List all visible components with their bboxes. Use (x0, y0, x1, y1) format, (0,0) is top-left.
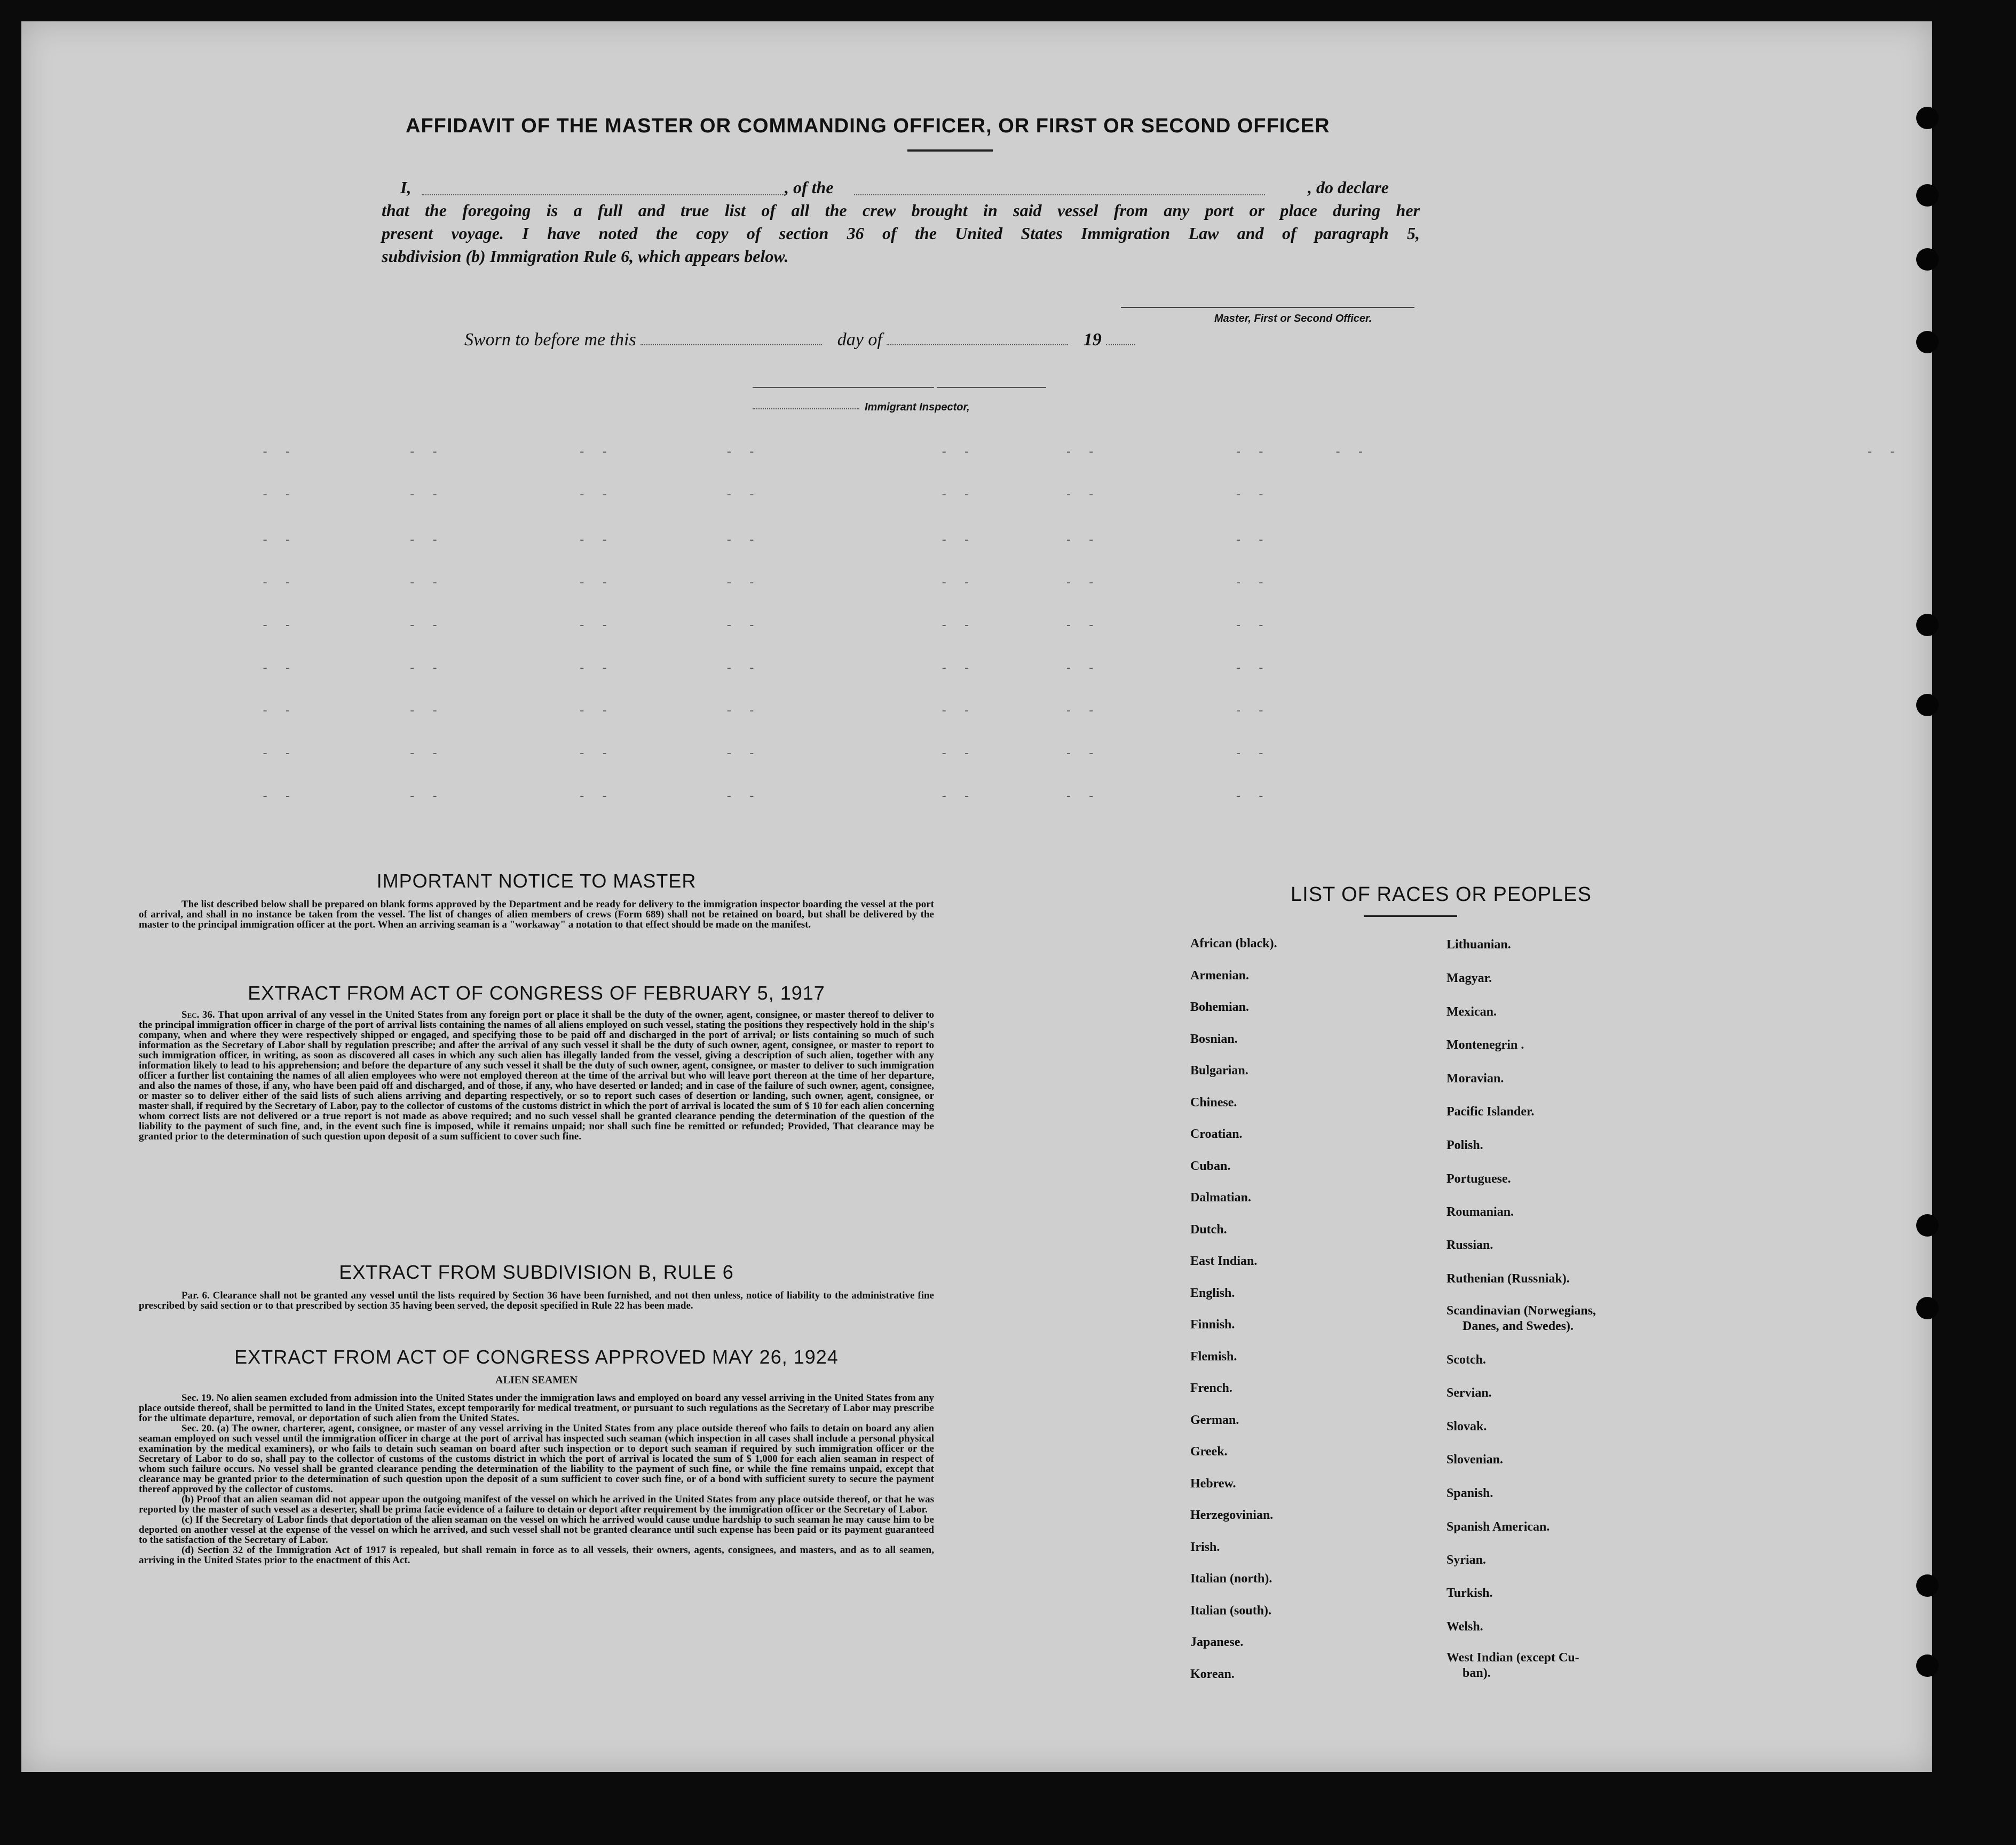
race-item: African (black). (1190, 937, 1277, 951)
declaration-line: present voyage. I have noted the copy of section 36 of the United States Immigration Law and of paragraph 5, (382, 224, 1420, 243)
binder-hole (1916, 1654, 1939, 1677)
i-label: I, (400, 178, 412, 197)
faded-ruling: - - - - - - - - - - - - - - (262, 619, 1269, 632)
race-item: Servian. (1446, 1386, 1492, 1400)
faded-ruling: - - - - - - - - - - - - - - (262, 576, 1269, 590)
race-item: West Indian (except Cu- (1446, 1651, 1579, 1665)
declaration-line: that the foregoing is a full and true list of all the crew brought in said vessel from any port or place during her (382, 201, 1420, 220)
sec20d-paragraph: (d) Section 32 of the Immigration Act of 1917 is repealed, but shall remain in force as to all vessels, their owners, agents, consignees, and masters, and as to all seamen, arriving in the United States prior to the enactment of this Act. (139, 1545, 934, 1566)
faded-ruling: - - - - - - - - - - - - - - (262, 747, 1269, 761)
sworn-label: Sworn to before me this (464, 330, 636, 350)
extract-rule6-title: EXTRACT FROM SUBDIVISION B, RULE 6 (339, 1261, 734, 1283)
inspector-dotted-line (753, 408, 859, 409)
section-36-text: That upon arrival of any vessel in the United States from any foreign port or place it shall be the duty of the owner, agent, consignee, or master thereof to deliver to the principal immigration officer in charge of the port of arrival lists containing the names of all aliens employed on such vessel, stating the positions they respectively hold in the ship's company, when and where they were respectively shipped or engaged, and specifying those to be paid off and discharged in the port of arrival; or lists containing so much of such information as the Secretary of Labor shall by regulation prescribe; and after the arrival of any such vessel it shall be the duty of such owner, agent, consignee, or master to report to such immigration officer, in writing, as soon as discovered all cases in which any such alien has illegally landed from the vessel, giving a description of such alien, together with any information likely to lead to his apprehension; and before the departure of any such vessel it shall be the duty of such owner, agent, consignee, or master to deliver to such immigration officer a further list containing the names of all alien employees who were not employed thereon at the time of the arrival but who will leave port thereon at the time of her departure, and also the names of those, if any, who have been paid off and discharged, and of those, if any, who have deserted or landed; and in case of the failure of such owner, agent, consignee, or master so to deliver either of the said lists of such aliens arriving and departing respectively, or so to report such cases of desertion or landing, such owner, agent, consignee, or master shall, if required by the Secretary of Labor, pay to the collector of customs of the customs district in which the port of arrival is located the sum of $ 10 for each alien concerning whom correct lists are not delivered or a true report is not made as above required; and no such vessel shall be granted clearance pending the determination of the question of the liability to the payment of such fine, and, in the event such fine is imposed, while it remains unpaid; nor shall such fine be remitted or refunded; Provided, That clearance may be granted prior to the determination of such question upon deposit of a sum sufficient to cover such fine. (139, 1009, 934, 1142)
race-item: Dalmatian. (1190, 1191, 1251, 1205)
extract-rule6-body: Par. 6. Clearance shall not be granted any vessel until the lists required by Section 36 have been furnished, and not then unless, notice of liability to the administrative fine prescribed by said section or to that prescribed by section 35 having been served, the deposit specified in Rule 22 has been made. (139, 1290, 934, 1311)
race-item: Welsh. (1446, 1620, 1483, 1634)
race-item: Spanish American. (1446, 1520, 1550, 1534)
year-label: 19 (1083, 330, 1102, 350)
race-item: Italian (north). (1190, 1572, 1272, 1586)
race-item: Portuguese. (1446, 1172, 1511, 1186)
race-item: Chinese. (1190, 1096, 1237, 1110)
race-item: Bohemian. (1190, 1000, 1250, 1014)
extract-1924-subtitle: ALIEN SEAMEN (495, 1374, 578, 1386)
race-item: Croatian. (1190, 1127, 1243, 1141)
inspector-signature-line[interactable] (937, 387, 1046, 388)
race-item: Lithuanian. (1446, 938, 1511, 952)
races-title: LIST OF RACES OR PEOPLES (1291, 883, 1592, 906)
race-item: Korean. (1190, 1667, 1235, 1681)
race-item: Moravian. (1446, 1072, 1504, 1086)
faded-ruling: - - - - (1334, 446, 1901, 459)
day-of-label: day of (837, 330, 882, 350)
race-item: Armenian. (1190, 969, 1249, 983)
race-item: Hebrew. (1190, 1477, 1236, 1491)
race-item: Italian (south). (1190, 1604, 1272, 1618)
do-declare-label: , do declare (1308, 178, 1389, 197)
sworn-line (464, 330, 1135, 350)
race-item: ban). (1462, 1666, 1491, 1680)
race-item: German. (1190, 1413, 1239, 1427)
of-the-label: , of the (785, 178, 834, 197)
race-item: Danes, and Swedes). (1462, 1319, 1574, 1333)
race-item: Syrian. (1446, 1553, 1487, 1567)
race-item: Cuban. (1190, 1159, 1231, 1173)
race-item: Spanish. (1446, 1486, 1493, 1500)
race-item: Greek. (1190, 1445, 1228, 1459)
race-item: Herzegovinian. (1190, 1508, 1274, 1522)
notice-title: IMPORTANT NOTICE TO MASTER (376, 870, 697, 892)
race-item: Finnish. (1190, 1318, 1235, 1332)
race-item: English. (1190, 1286, 1235, 1300)
race-item: Flemish. (1190, 1350, 1237, 1364)
declaration-block (382, 176, 1420, 268)
sec20a-paragraph: Sec. 20. (a) The owner, charterer, agent, consignee, or master of any vessel arriving in the United States from any place outside thereof who fails to detain on board any alien seaman employed on such vessel until the immigration officer in charge at the port of arrival has inspected such seaman (which inspection in all cases shall include a personal physical examination by the medical examiners), or who fails to detain such seaman on board after such inspection or to deport such seaman if required by such immigration officer or the Secretary of Labor to do so, shall pay to the collector of customs of the customs district in which the port of arrival is located the sum of $ 1,000 for each alien seaman in respect of whom such failure occurs. No vessel shall be granted clearance pending the determination of the liability to the payment of such fine, or while the fine remains unpaid, except that clearance may be granted prior to the determination of such question upon the deposit of a sum sufficient to cover such fine, or of a bond with sufficient surety to secure the payment thereof approved by the collector of customs. (139, 1423, 934, 1495)
faded-ruling: - - - - - - - - - - - - - - (262, 488, 1269, 502)
race-item: Mexican. (1446, 1005, 1497, 1019)
sec19-paragraph: Sec. 19. No alien seamen excluded from admission into the United States under the immigration laws and employed on board any vessel arriving in the United States from any place outside thereof, shall be permitted to land in the United States, except temporarily for medical treatment, or pursuant to such regulations as the Secretary of Labor may prescribe for the ultimate departure, removal, or deportation of such alien from the United States. (139, 1392, 934, 1424)
race-item: Scandinavian (Norwegians, (1446, 1304, 1596, 1318)
race-item: East Indian. (1190, 1254, 1258, 1268)
extract-1924-title: EXTRACT FROM ACT OF CONGRESS APPROVED MAY 26, 1924 (234, 1346, 839, 1368)
sworn-year-field[interactable] (1106, 332, 1135, 345)
declaration-line: subdivision (b) Immigration Rule 6, which appears below. (382, 247, 789, 266)
race-item: Ruthenian (Russniak). (1446, 1272, 1570, 1286)
faded-ruling: - - - - - - - - - - - - - - (262, 662, 1269, 675)
extract-1924-body (139, 1393, 934, 1565)
binder-hole (1916, 107, 1939, 129)
binder-hole (1916, 1297, 1939, 1319)
race-item: Magyar. (1446, 971, 1492, 985)
name-field[interactable] (422, 181, 785, 195)
inspector-signature-line[interactable] (753, 387, 934, 388)
race-item: Slovak. (1446, 1420, 1487, 1434)
sworn-day-field[interactable] (641, 332, 822, 345)
declaration-first-line (382, 176, 1420, 199)
sworn-month-field[interactable] (887, 332, 1068, 345)
faded-ruling: - - - - - - - - - - - - - - (262, 790, 1269, 803)
signature-label: Master, First or Second Officer. (1214, 313, 1372, 324)
race-item: Pacific Islander. (1446, 1105, 1535, 1119)
binder-hole (1916, 1574, 1939, 1597)
affidavit-title: AFFIDAVIT OF THE MASTER OR COMMANDING OFFICER, OR FIRST OR SECOND OFFICER (406, 115, 1330, 137)
signature-line[interactable] (1121, 307, 1414, 308)
section-36-label: Sec. 36. (181, 1009, 215, 1020)
notice-body: The list described below shall be prepared on blank forms approved by the Department and be ready for delivery to the immigration inspector boarding the vessel at the port of arrival, and shall in no instance be taken from the vessel. The list of changes of alien members of crews (Form 689) shall not be retained on board, but shall be delivered by the master to the principal immigration officer at the port. When an arriving seaman is a "workaway" a notation to that effect should be made on the manifest. (139, 899, 934, 930)
binder-hole (1916, 694, 1939, 716)
race-item: Irish. (1190, 1540, 1220, 1554)
title-underline (907, 149, 993, 152)
sec20c-paragraph: (c) If the Secretary of Labor finds that deportation of the alien seaman on the vessel on which he arrived would cause undue hardship to such seaman he may cause him to be deported on another vessel at the expense of the vessel on which he arrived, and such vessel shall not be granted clearance until such expense has been paid or its payment guaranteed to the satisfaction of the Secretary of Labor. (139, 1514, 934, 1546)
binder-hole (1916, 331, 1939, 353)
faded-ruling: - - - - - - - - - - - - - - (262, 534, 1269, 547)
binder-hole (1916, 248, 1939, 271)
binder-hole (1916, 1214, 1939, 1237)
race-item: French. (1190, 1381, 1232, 1395)
faded-ruling: - - - - - - - - - - - - - - (262, 704, 1269, 718)
races-title-underline (1364, 915, 1457, 917)
binder-hole (1916, 184, 1939, 207)
sec20b-paragraph: (b) Proof that an alien seaman did not appear upon the outgoing manifest of the vessel on which he arrived in the United States from any place outside thereof, or that he was reported by the master of such vessel as a deserter, shall be prima facie evidence of a failure to detain or deport after requirement by the immigration officer or the Secretary of Labor. (139, 1494, 934, 1515)
binder-hole (1916, 614, 1939, 636)
race-item: Scotch. (1446, 1353, 1486, 1367)
race-item: Bosnian. (1190, 1032, 1238, 1046)
extract-1917-title: EXTRACT FROM ACT OF CONGRESS OF FEBRUARY 5, 1917 (248, 982, 825, 1004)
race-item: Montenegrin . (1446, 1038, 1524, 1052)
race-item: Polish. (1446, 1138, 1483, 1152)
race-item: Roumanian. (1446, 1205, 1514, 1219)
extract-1917-body (139, 1010, 934, 1142)
race-item: Japanese. (1190, 1635, 1244, 1649)
race-item: Dutch. (1190, 1223, 1227, 1237)
race-item: Slovenian. (1446, 1453, 1504, 1467)
inspector-label: Immigrant Inspector, (865, 401, 970, 413)
faded-ruling: - - - - - - - - - - - - - - (262, 446, 1269, 459)
race-item: Turkish. (1446, 1586, 1493, 1600)
vessel-field[interactable] (854, 181, 1265, 195)
race-item: Russian. (1446, 1238, 1493, 1252)
race-item: Bulgarian. (1190, 1064, 1248, 1078)
